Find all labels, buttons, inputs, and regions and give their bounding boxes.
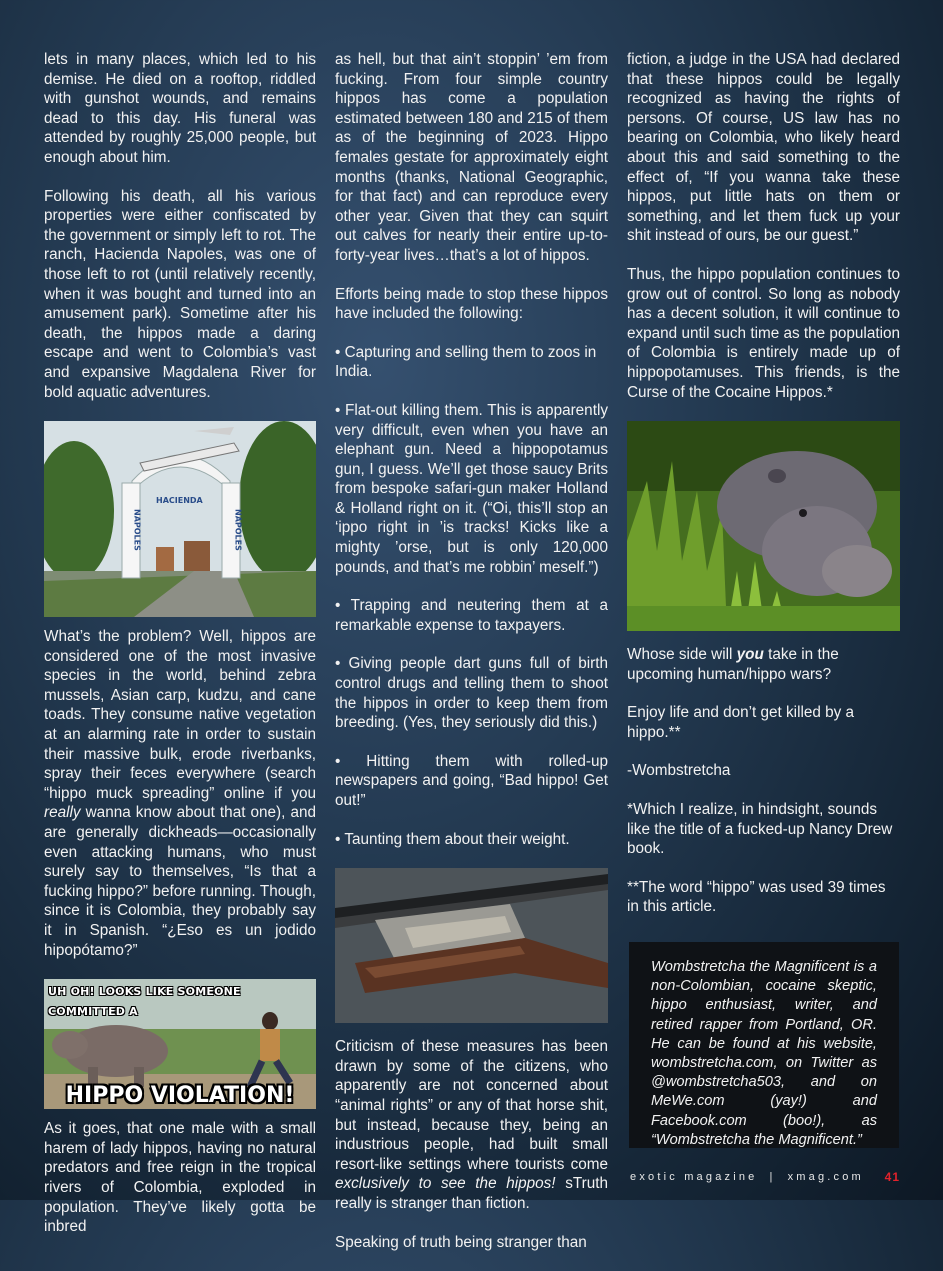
paragraph: Following his death, all his various properties were either confiscated by the government or simply left to rot. The ranch, Hacienda Napoles, was one of those left to rot (until relatively recently, when it was bought and turned into an amusement park). Sometime after his death, the hippos made a daring escape and went to Colombia’s vast and expansive Magdalena River for bold aquatic adventures. xyxy=(44,187,316,401)
bullet-item: • Taunting them about their weight. xyxy=(335,830,570,848)
author-bio-box xyxy=(629,942,899,1148)
paragraph: As it goes, that one male with a small harem of lady hippos, having no natural predators and free reign in the tropical rivers of Colombia, exploded in population. They’ve likely gotta be inbred xyxy=(44,1120,316,1236)
bullet-item: • Giving people dart guns full of birth control drugs and telling them to shoot the hippos in order to keep them from breeding. (Yes, they seriously did this.) xyxy=(335,655,608,732)
sign-top-text: HACIENDA xyxy=(156,496,203,506)
bullet-item: • Flat-out killing them. This is apparently very difficult, even when you have an elephant gun. Need a hippopotamus gun, I guess. We’ll get those saucy Brits from bespoke safari-gun maker Holland & Holland right on it. (“Oi, this’ll stop an ‘ippo right in ’is tracks! Kicks like a mighty ’orse, but is only 120,000 pounds, and that’s me robbin’ meself.”) xyxy=(335,401,608,576)
text-run: sTruth really is stranger than fiction. xyxy=(335,1175,608,1212)
text-run: Criticism of these measures has been drawn by some of the citizens, who apparently are not concerned about “animal rights” or any of that horse shit, but instead, because they, being an industrious people, had built small resort-like settings where tourists come xyxy=(335,1038,608,1173)
article-column-1 xyxy=(44,50,316,1256)
bullet-item: • Trapping and neutering them at a remarkable expense to taxpayers. xyxy=(335,597,608,634)
paragraph: Thus, the hippo population continues to grow out of control. So long as nobody has a decent solution, it will continue to expand until such time as the population of Colombia is entirely made up of hippopotamuses. This friends, is the Curse of the Cocaine Hippos.* xyxy=(627,265,900,401)
text-run: Whose side will xyxy=(627,646,737,664)
signature-line: -Wombstretcha xyxy=(627,762,731,780)
footer-separator: | xyxy=(769,1171,776,1183)
text-run: take in the upcoming human/hippo wars? xyxy=(627,646,839,683)
sign-right-text: NAPOLES xyxy=(233,509,243,551)
holland-rifle-photo xyxy=(335,868,608,1023)
hippo-violation-meme xyxy=(44,979,316,1109)
author-bio-text: Wombstretcha the Magnificent is a non-Colombian, cocaine skeptic, hippo enthusiast, writer, and retired rapper from Portland, OR. He can be found at his website, wombstretcha.com, on Twitter as @wombstretcha503, and on MeWe.com (yay!) and Facebook.com (boo!), as “Wombstretcha the Magnificent.” xyxy=(651,959,877,1148)
paragraph xyxy=(627,645,900,684)
text-run-bold-italic: you xyxy=(736,646,764,664)
paragraph: as hell, but that ain’t stoppin’ ’em from fucking. From four simple country hippos has come a population estimated between 180 and 215 of them as of the beginning of 2023. Hippo females gestate for approximately eight months (thanks, National Geographic, for that fact) and can reproduce every other year. Given that they can squirt out calves for nearly their entire up-to-forty-year lives…that’s a lot of hippos. xyxy=(335,51,608,264)
meme-top-caption: UH OH! LOOKS LIKE SOMEONE COMMITTED A xyxy=(48,985,241,1018)
paragraph: Enjoy life and don’t get killed by a hippo.** xyxy=(627,704,855,741)
hippo-illustration xyxy=(627,421,900,631)
hacienda-napoles-photo xyxy=(44,421,316,617)
meme-bottom-caption: HIPPO VIOLATION! xyxy=(65,1082,295,1108)
paragraph: Efforts being made to stop these hippos have included the following: xyxy=(335,285,608,323)
hacienda-gate-illustration xyxy=(44,421,316,617)
hippo-in-grass-photo xyxy=(627,421,900,631)
footer-magazine-name: exotic magazine xyxy=(630,1171,758,1183)
text-run: wanna know about that one), and are generally dickheads—occasionally even attacking humans, who must surely say to themselves, “Is that a fucking hippo?” before running. Though, since it is Colombia, they probably say it in Spanish. “¿Eso es un jodido hipopótamo?” xyxy=(44,804,316,959)
paragraph xyxy=(44,627,316,960)
page-number: 41 xyxy=(884,1170,900,1184)
article-column-2 xyxy=(335,50,608,1271)
text-run-italic: exclusively to see the hippos! xyxy=(335,1175,556,1193)
sign-left-text: NAPOLES xyxy=(132,509,142,551)
footnote: **The word “hippo” was used 39 times in this article. xyxy=(627,878,886,916)
rifle-illustration xyxy=(335,868,608,1023)
paragraph: fiction, a judge in the USA had declared that these hippos could be legally recognized as having the rights of persons. Of course, US law has no bearing on Colombia, who likely heard about this and said something to the effect of, “If you wanna take these hippos, put little hats on them or something, and let them fuck up your shit instead of ours, be our guest.” xyxy=(627,51,900,245)
text-run: What’s the problem? Well, hippos are considered one of the most invasive species in the world, behind zebra mussels, Asian carp, kudzu, and cane toads. They consume native vegetation at an alarming rate in order to sustain their massive bulk, erode riverbanks, spray their feces everywhere (search “hippo muck spreading” online if you xyxy=(44,628,316,802)
bullet-item: • Hitting them with rolled-up newspapers and going, “Bad hippo! Get out!” xyxy=(335,752,608,809)
text-run-italic: really xyxy=(44,804,81,822)
paragraph: lets in many places, which led to his demise. He died on a rooftop, riddled with gunshot wounds, and remains dead to this day. His funeral was attended by roughly 25,000 people, but enough about him. xyxy=(44,51,316,166)
footer-site: xmag.com xyxy=(787,1171,864,1183)
paragraph xyxy=(335,1037,608,1213)
page-footer xyxy=(630,1166,900,1188)
footnote: *Which I realize, in hindsight, sounds like the title of a fucked-up Nancy Drew book. xyxy=(627,801,893,858)
article-column-3 xyxy=(627,50,900,936)
bullet-item: • Capturing and selling them to zoos in India. xyxy=(335,343,597,381)
paragraph: Speaking of truth being stranger than xyxy=(335,1233,587,1251)
